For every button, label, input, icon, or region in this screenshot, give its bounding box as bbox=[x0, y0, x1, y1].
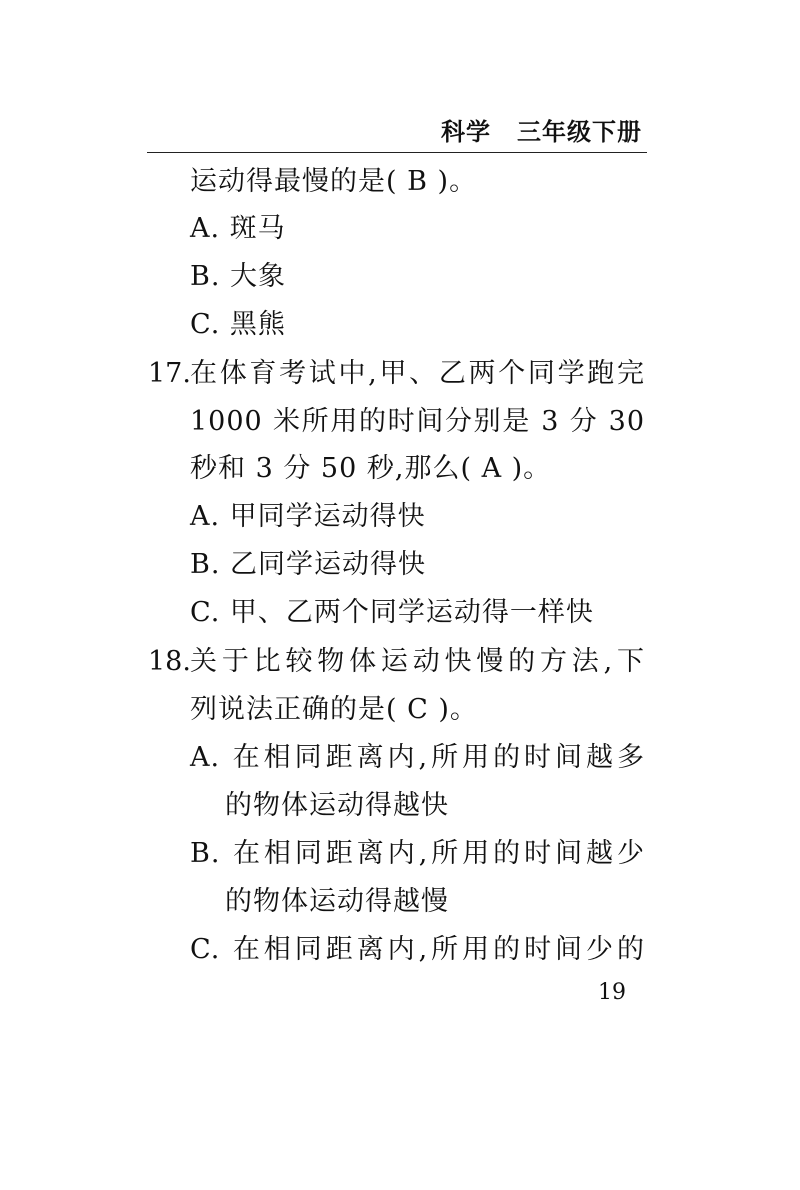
q18-number: 18. bbox=[148, 646, 191, 677]
q18-stem-line-1: 关于比较物体运动快慢的方法,下 bbox=[190, 646, 645, 677]
q17-option-c: C. 甲、乙两个同学运动得一样快 bbox=[190, 597, 594, 628]
q17-number: 17. bbox=[148, 358, 191, 389]
q18-option-a-cont: 的物体运动得越快 bbox=[225, 790, 449, 821]
q17-stem-line-3: 秒和 3 分 50 秒,那么( A )。 bbox=[190, 453, 552, 484]
q16-option-c: C. 黑熊 bbox=[190, 309, 286, 340]
q17-stem-line-1: 在体育考试中,甲、乙两个同学跑完 bbox=[190, 358, 645, 389]
header-subject: 科学 bbox=[441, 118, 491, 146]
q18-option-a: A. 在相同距离内,所用的时间越多 bbox=[190, 742, 645, 773]
q17-stem-line-2: 1000 米所用的时间分别是 3 分 30 bbox=[190, 406, 645, 437]
running-header bbox=[441, 112, 642, 147]
q18-option-b: B. 在相同距离内,所用的时间越少 bbox=[190, 838, 645, 869]
q18-option-c: C. 在相同距离内,所用的时间少的 bbox=[190, 934, 645, 965]
page-number: 19 bbox=[598, 980, 626, 1005]
header-rule bbox=[147, 152, 647, 153]
q16-option-b: B. 大象 bbox=[190, 261, 287, 292]
q16-stem-end: 运动得最慢的是( B )。 bbox=[190, 166, 478, 197]
header-grade: 三年级下册 bbox=[517, 118, 642, 146]
q16-option-a: A. 斑马 bbox=[190, 213, 286, 244]
q17-option-b: B. 乙同学运动得快 bbox=[190, 549, 427, 580]
q18-option-b-cont: 的物体运动得越慢 bbox=[225, 886, 449, 917]
q18-stem-line-2: 列说法正确的是( C )。 bbox=[190, 694, 478, 725]
q17-option-a: A. 甲同学运动得快 bbox=[190, 501, 426, 532]
